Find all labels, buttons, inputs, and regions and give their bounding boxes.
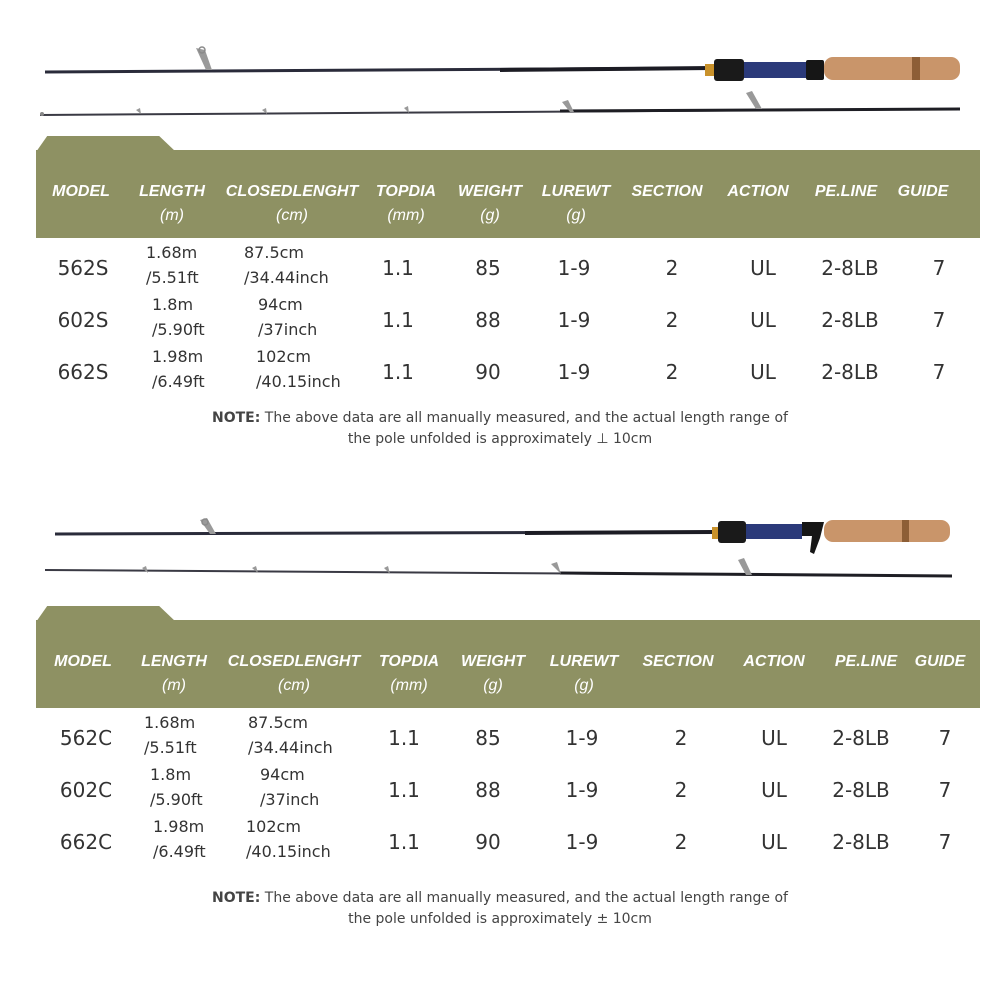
cell-section: 2 xyxy=(665,256,679,280)
cell-weight: 90 xyxy=(475,360,501,384)
cell-lurewt: 1-9 xyxy=(557,256,591,280)
cell-section: 2 xyxy=(674,830,688,854)
note-line-1: The above data are all manually measured, and the actual length range of xyxy=(260,890,788,906)
spinning-rod-butt-section xyxy=(45,47,960,81)
header-topdia: TOPDIA (mm) xyxy=(375,183,437,224)
cell-action: UL xyxy=(761,726,787,750)
cell-length: 1.98m /6.49ft xyxy=(152,347,205,391)
cell-topdia: 1.1 xyxy=(382,360,414,384)
cell-peline: 2-8LB xyxy=(832,830,890,854)
cell-topdia: 1.1 xyxy=(388,830,420,854)
cell-topdia: 1.1 xyxy=(388,778,420,802)
header-closed-length: CLOSEDLENGHT (cm) xyxy=(227,653,361,694)
cell-model: 562S xyxy=(57,256,109,280)
cell-section: 2 xyxy=(665,308,679,332)
cell-action: UL xyxy=(761,830,787,854)
casting-rod-tip-image xyxy=(0,546,1000,606)
cell-model: 662C xyxy=(59,830,113,854)
note-label: NOTE: xyxy=(212,890,261,906)
header-weight: WEIGHT (g) xyxy=(458,183,522,224)
header-action: ACTION xyxy=(727,183,789,200)
cell-lurewt: 1-9 xyxy=(565,778,599,802)
cell-action: UL xyxy=(750,360,776,384)
table-row xyxy=(36,346,980,398)
spinning-note xyxy=(0,408,1000,450)
cell-action: UL xyxy=(750,308,776,332)
note-label: NOTE: xyxy=(212,410,261,426)
cell-model: 602C xyxy=(59,778,113,802)
cell-length: 1.8m /5.90ft xyxy=(150,765,203,809)
cell-closed-length: 94cm /37inch xyxy=(258,295,318,339)
table-row xyxy=(36,712,980,764)
cell-closed-length: 94cm /37inch xyxy=(260,765,320,809)
cell-guide: 7 xyxy=(938,830,952,854)
cell-weight: 85 xyxy=(475,256,501,280)
cell-model: 562C xyxy=(59,726,113,750)
cell-peline: 2-8LB xyxy=(821,308,879,332)
cell-peline: 2-8LB xyxy=(832,726,890,750)
table-row xyxy=(36,764,980,816)
cell-closed-length: 102cm /40.15inch xyxy=(256,347,341,391)
header-lurewt: LUREWT (g) xyxy=(549,653,619,694)
cell-lurewt: 1-9 xyxy=(565,830,599,854)
note-line-2: the pole unfolded is approximately ± 10cm xyxy=(348,911,652,927)
header-model: MODEL xyxy=(54,653,112,670)
cell-length: 1.68m /5.51ft xyxy=(144,713,197,757)
header-length: LENGTH (m) xyxy=(141,653,207,694)
cell-weight: 85 xyxy=(475,726,501,750)
header-model: MODEL xyxy=(52,183,110,200)
cell-length: 1.68m /5.51ft xyxy=(146,243,199,287)
table-row xyxy=(36,816,980,868)
cell-action: UL xyxy=(761,778,787,802)
note-line-1: The above data are all manually measured, and the actual length range of xyxy=(260,410,788,426)
cell-length: 1.98m /6.49ft xyxy=(153,817,206,861)
cell-model: 602S xyxy=(57,308,109,332)
cell-guide: 7 xyxy=(932,360,946,384)
header-guide: GUIDE xyxy=(897,183,949,200)
spinning-table-header xyxy=(36,150,980,238)
header-length: LENGTH (m) xyxy=(139,183,205,224)
cell-lurewt: 1-9 xyxy=(557,308,591,332)
cell-weight: 90 xyxy=(475,830,501,854)
cell-guide: 7 xyxy=(932,256,946,280)
cell-guide: 7 xyxy=(938,726,952,750)
header-lurewt: LUREWT (g) xyxy=(541,183,611,224)
cell-peline: 2-8LB xyxy=(832,778,890,802)
cell-guide: 7 xyxy=(938,778,952,802)
header-topdia: TOPDIA (mm) xyxy=(378,653,440,694)
cell-guide: 7 xyxy=(932,308,946,332)
casting-note xyxy=(0,888,1000,930)
casting-table-header xyxy=(36,620,980,708)
cell-peline: 2-8LB xyxy=(821,256,879,280)
cell-lurewt: 1-9 xyxy=(557,360,591,384)
cell-topdia: 1.1 xyxy=(382,256,414,280)
cell-section: 2 xyxy=(674,778,688,802)
cell-topdia: 1.1 xyxy=(382,308,414,332)
table-row xyxy=(36,294,980,346)
cell-action: UL xyxy=(750,256,776,280)
cell-weight: 88 xyxy=(475,778,501,802)
header-section: SECTION xyxy=(642,653,714,670)
header-closed-length: CLOSEDLENGHT (cm) xyxy=(225,183,359,224)
note-line-2: the pole unfolded is approximately ⊥ 10cm xyxy=(347,431,653,447)
cell-closed-length: 87.5cm /34.44inch xyxy=(248,713,333,757)
cell-model: 662S xyxy=(57,360,109,384)
header-peline: PE.LINE xyxy=(814,183,878,200)
cell-closed-length: 87.5cm /34.44inch xyxy=(244,243,329,287)
cell-closed-length: 102cm /40.15inch xyxy=(246,817,331,861)
header-section: SECTION xyxy=(631,183,703,200)
cell-weight: 88 xyxy=(475,308,501,332)
header-action: ACTION xyxy=(743,653,805,670)
header-weight: WEIGHT (g) xyxy=(461,653,525,694)
header-peline: PE.LINE xyxy=(834,653,898,670)
cell-peline: 2-8LB xyxy=(821,360,879,384)
cell-section: 2 xyxy=(674,726,688,750)
table-row xyxy=(36,242,980,294)
cell-topdia: 1.1 xyxy=(388,726,420,750)
cell-length: 1.8m /5.90ft xyxy=(152,295,205,339)
cell-lurewt: 1-9 xyxy=(565,726,599,750)
cell-section: 2 xyxy=(665,360,679,384)
header-guide: GUIDE xyxy=(914,653,966,670)
